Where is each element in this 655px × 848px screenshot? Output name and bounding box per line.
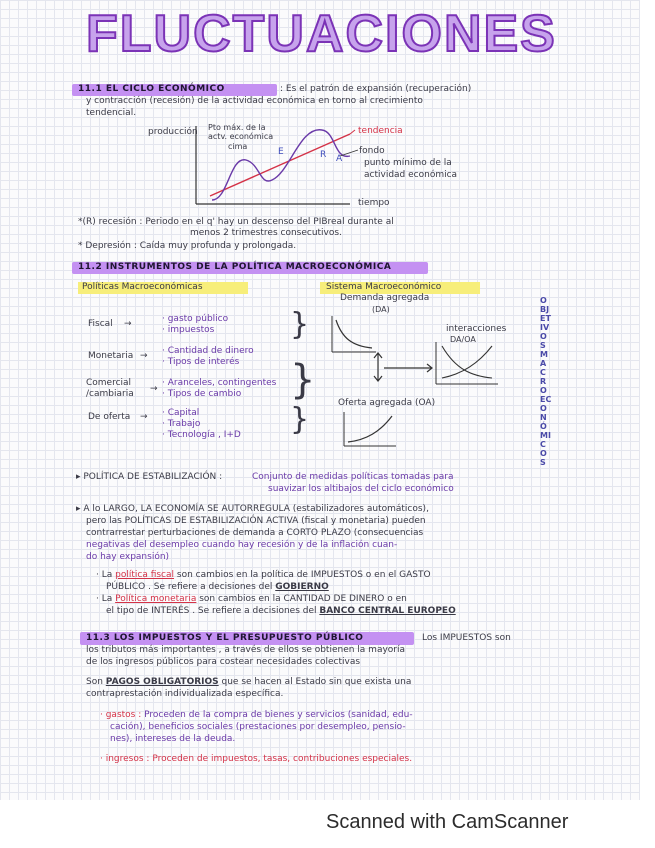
definition-line: : Es el patrón de expansión (recuperación) <box>280 84 472 94</box>
recession-label: R <box>320 150 327 160</box>
policy-item: · Capital <box>162 408 200 418</box>
bullet-text: PÚBLICO . Se refiere a decisiones del <box>106 582 276 592</box>
policy-item: · Cantidad de dinero <box>162 346 254 356</box>
fiscal-policy-note <box>106 582 329 593</box>
center-arrows <box>364 352 444 382</box>
government-term: GOBIERNO <box>275 582 329 592</box>
monetary-policy-note <box>96 594 407 605</box>
bullet-text: son cambios en la política de IMPUESTOS o en el GASTO <box>174 570 431 580</box>
arrow-icon: → <box>150 384 158 394</box>
ecb-term: BANCO CENTRAL EUROPEO <box>319 606 456 616</box>
system-heading: Sistema Macroeconómico <box>326 282 442 292</box>
bullet-text: son cambios en la CANTIDAD DE DINERO o en <box>196 594 407 604</box>
recession-definition: menos 2 trimestres consecutivos. <box>190 228 342 238</box>
mandatory-term: PAGOS OBLIGATORIOS <box>105 677 219 687</box>
peak-label: Pto máx. de la <box>208 123 266 132</box>
expenses-text: cación), beneficios sociales (prestaciones por desempleo, pensio- <box>110 722 406 732</box>
demand-label: Demanda agregada <box>340 293 430 303</box>
stabilization-label: ▸ POLÍTICA DE ESTABILIZACIÓN : <box>76 472 223 482</box>
definition-line: y contracción (recesión) de la actividad económica en torno al crecimiento <box>86 96 423 106</box>
expenses-text: nes), intereses de la deuda. <box>110 734 236 744</box>
policy-item: · gasto público <box>162 314 229 324</box>
arrow-icon: → <box>124 319 132 329</box>
brace-icon: } <box>290 357 316 403</box>
taxes-paragraph: Los IMPUESTOS son <box>422 633 511 643</box>
section-heading-ciclo: 11.1 EL CICLO ECONÓMICO <box>78 84 225 94</box>
policy-item: · Aranceles, contingentes <box>162 378 277 388</box>
taxes-paragraph: de los ingresos públicos para costear necesidades colectivas <box>86 657 361 667</box>
section-heading-impuestos: 11.3 LOS IMPUESTOS Y EL PRESUPUESTO PÚBLICO <box>86 633 364 643</box>
arrow-icon: → <box>140 412 148 422</box>
long-run-paragraph: negativas del desempleo cuando hay recesión y de la inflación cuan- <box>86 540 398 550</box>
income-label: · ingresos : <box>100 754 153 764</box>
supply-curve <box>348 416 392 442</box>
demand-curve <box>336 320 372 348</box>
policy-comercial: Comercial /cambiaria <box>86 378 134 399</box>
policy-item: · Tipos de interés <box>162 357 240 367</box>
peak-label: actv. económica <box>208 132 274 141</box>
policy-monetaria: Monetaria <box>88 351 134 361</box>
bullet-text: el tipo de INTERÉS . Se refiere a decisiones del <box>106 606 320 616</box>
trough-description: actividad económica <box>364 170 458 180</box>
expenses-note <box>100 710 413 721</box>
expenses-label: · gastos : <box>100 710 145 720</box>
fiscal-policy-note <box>96 570 431 581</box>
policy-item: · Trabajo <box>162 419 201 429</box>
interactions-label: DA/OA <box>450 335 476 344</box>
taxes-paragraph: los tributos más importantes , a través de ellos se obtienen la mayoría <box>86 645 406 655</box>
brace-icon: } <box>290 402 310 437</box>
fiscal-term: política fiscal <box>115 570 175 580</box>
expenses-text: Proceden de la compra de bienes y servicios (sanidad, edu- <box>144 710 413 720</box>
fondo-pointer <box>340 150 358 156</box>
long-run-paragraph: do hay expansión) <box>86 552 170 562</box>
adjustment-label: A <box>336 154 343 164</box>
monetary-term: Política monetaria <box>115 594 197 604</box>
stabilization-text: suavizar los altibajos del ciclo económico <box>268 484 454 494</box>
demand-graph <box>328 314 378 356</box>
long-run-paragraph: contrarrestar perturbaciones de demanda a CORTO PLAZO (consecuencias <box>86 528 424 538</box>
monetary-policy-note <box>106 606 456 617</box>
definition-line: tendencial. <box>86 108 137 118</box>
stabilization-text: Conjunto de medidas políticas tomadas para <box>252 472 454 482</box>
mandatory-payments: contraprestación individualizada específica. <box>86 689 284 699</box>
trough-label: fondo <box>359 146 385 156</box>
trend-label: tendencia <box>358 126 403 136</box>
income-text: Proceden de impuestos, tasas, contribuciones especiales. <box>152 754 413 764</box>
long-run-paragraph: pero las POLÍTICAS DE ESTABILIZACIÓN ACTIVA (fiscal y monetaria) pueden <box>86 516 426 526</box>
mandatory-payments <box>86 677 411 688</box>
interactions-label: interacciones <box>446 324 507 334</box>
arrow-icon: → <box>140 351 148 361</box>
policy-item: · Tecnología , I+D <box>162 430 241 440</box>
demand-label: (DA) <box>372 305 390 314</box>
supply-curve <box>442 346 492 378</box>
demand-curve <box>442 346 492 378</box>
trough-description: punto mínimo de la <box>364 158 452 168</box>
supply-label: Oferta agregada (OA) <box>338 398 436 408</box>
expansion-label: E <box>278 147 284 157</box>
policy-oferta: De oferta <box>88 412 131 422</box>
long-run-paragraph: ▸ A lo LARGO, LA ECONOMÍA SE AUTORREGULA (estabilizadores automáticos), <box>76 504 429 514</box>
bullet-text: · La <box>96 570 116 580</box>
policy-fiscal: Fiscal <box>88 319 113 329</box>
depression-definition: * Depresión : Caída muy profunda y prolongada. <box>78 241 297 251</box>
section-heading-instrumentos: 11.2 INSTRUMENTOS DE LA POLÍTICA MACROECONÓMICA <box>78 262 392 272</box>
graph-ylabel: producción <box>148 127 198 137</box>
supply-graph <box>340 410 400 450</box>
objectives-vertical-label: OBJETIVOS MACROECONÓMICOS <box>540 296 552 467</box>
graph-xlabel: tiempo <box>358 198 390 208</box>
para-text: que se hacen al Estado sin que exista una <box>218 677 412 687</box>
policies-heading: Políticas Macroeconómicas <box>82 282 203 292</box>
brace-icon: } <box>290 307 310 342</box>
scanner-watermark: Scanned with CamScanner <box>326 811 569 833</box>
policy-item: · impuestos <box>162 325 215 335</box>
bullet-text: · La <box>96 594 116 604</box>
trend-pointer <box>350 130 355 134</box>
income-note <box>100 754 412 765</box>
recession-definition: *(R) recesión : Periodo en el q' hay un descenso del PIBreal durante al <box>78 217 394 227</box>
page-title: FLUCTUACIONES <box>86 5 557 63</box>
para-text: Son <box>86 677 106 687</box>
policy-item: · Tipos de cambio <box>162 389 242 399</box>
peak-label: cima <box>228 142 248 151</box>
